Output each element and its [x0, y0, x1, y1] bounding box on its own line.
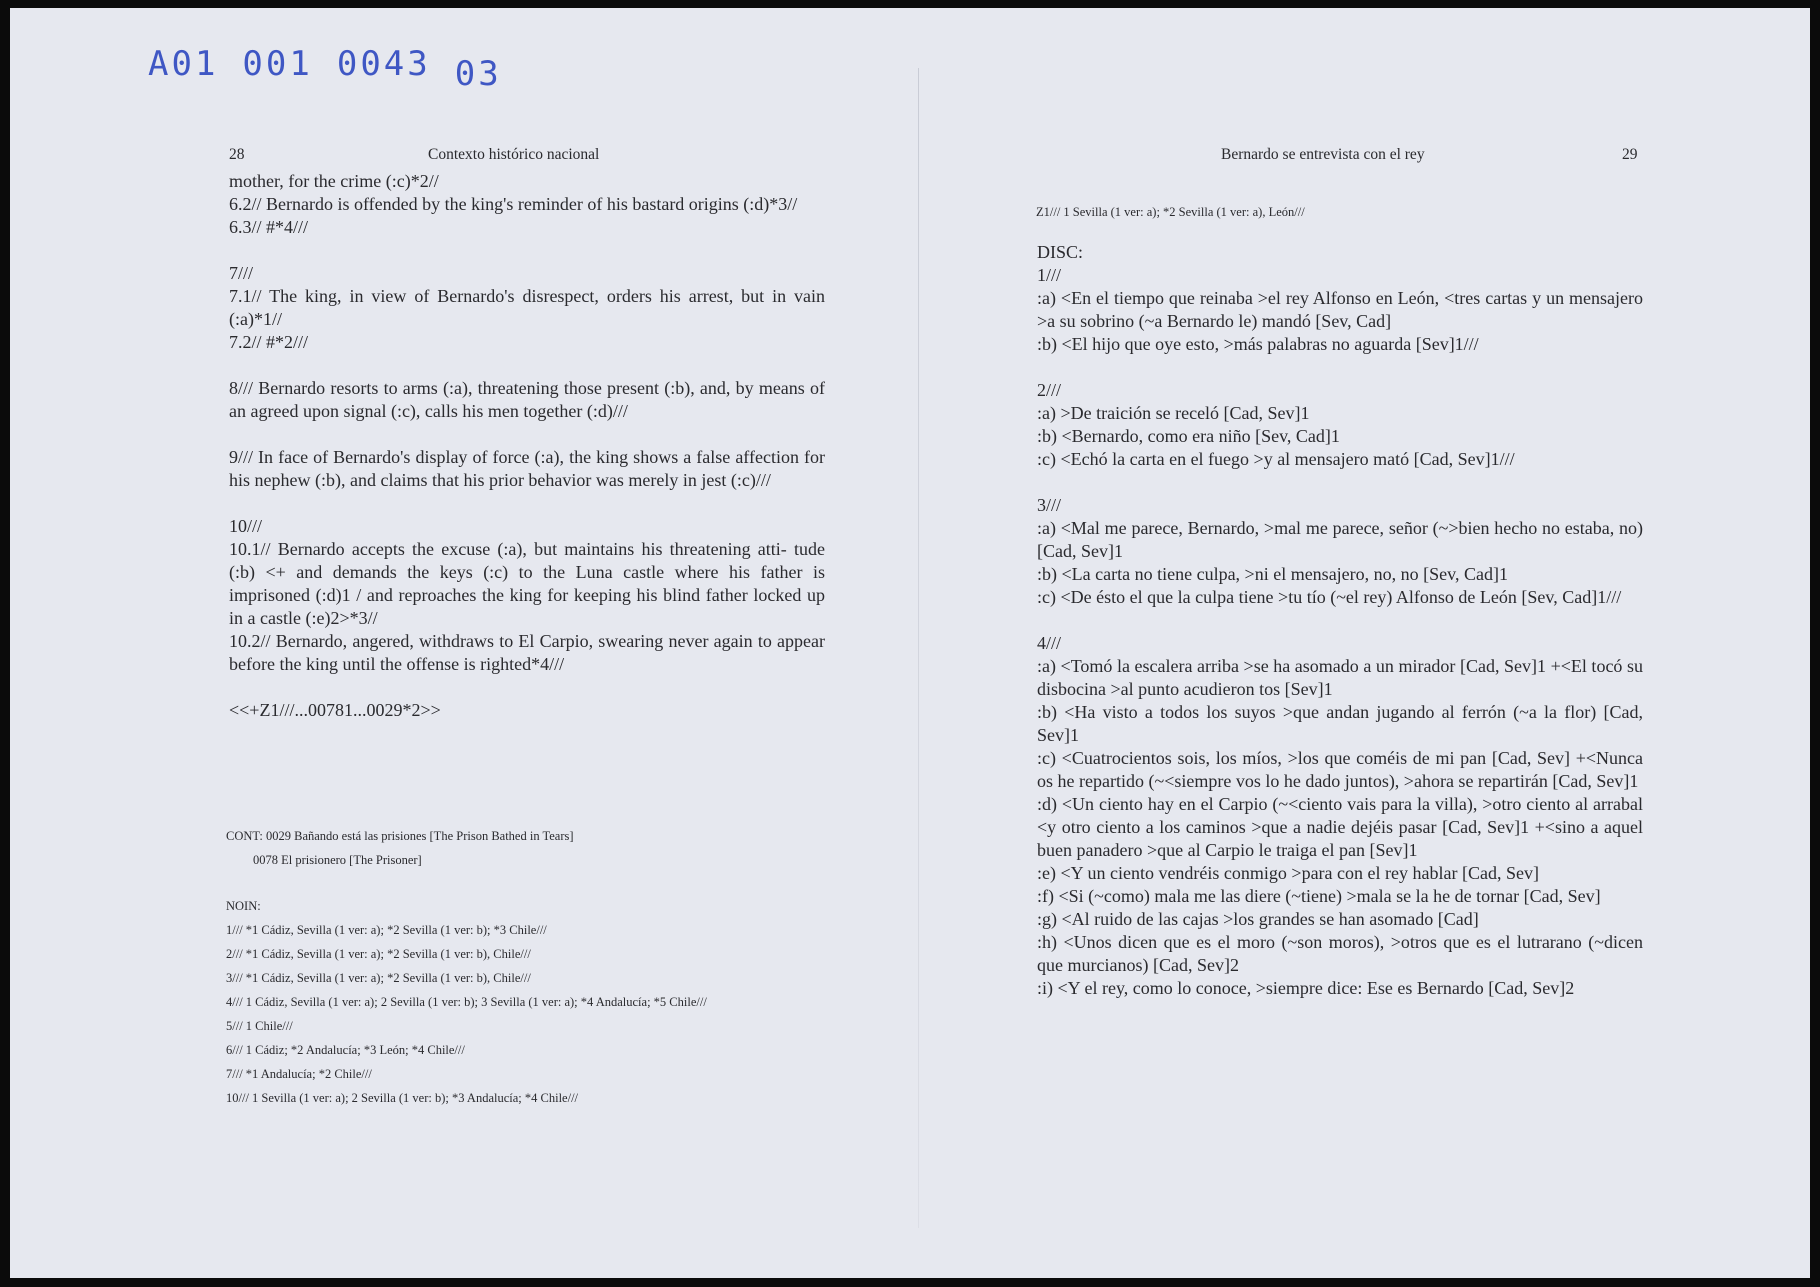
stamp-segment: A01	[148, 44, 219, 84]
noin-line: 2/// *1 Cádiz, Sevilla (1 ver: a); *2 Sevilla (1 ver: b), Chile///	[226, 947, 531, 961]
body-line: :c) <Cuatrocientos sois, los míos, >los que coméis de mi pan [Cad, Sev] +<Nunca os he repartido (~<siempre vos lo he dado juntos), >ahora se repartirán [Cad, Sev]1	[1037, 748, 1643, 791]
cont-line: 0078 El prisionero [The Prisoner]	[253, 853, 422, 867]
body-line: :e) <Y un ciento vendréis conmigo >para con el rey hablar [Cad, Sev]	[1037, 863, 1539, 883]
body-line: 3///	[1037, 495, 1062, 515]
noin-line: 10/// 1 Sevilla (1 ver: a); 2 Sevilla (1 ver: b); *3 Andalucía; *4 Chile///	[226, 1091, 579, 1105]
archive-stamp	[148, 44, 526, 94]
disc-title: DISC:	[1037, 242, 1084, 262]
body-line: 2///	[1037, 380, 1062, 400]
page-number: 28	[229, 146, 245, 163]
body-line: :g) <Al ruido de las cajas >los grandes se han asomado [Cad]	[1037, 909, 1479, 929]
z1-line: Z1/// 1 Sevilla (1 ver: a); *2 Sevilla (1 ver: a), León///	[1036, 205, 1305, 219]
body-line: 9/// In face of Bernardo's display of force (:a), the king shows a false affection for his nephew (:b), and claims that his prior behavior was merely in jest (:c)///	[229, 447, 825, 490]
noin-line: 3/// *1 Cádiz, Sevilla (1 ver: a); *2 Sevilla (1 ver: b), Chile///	[226, 971, 531, 985]
body-line: :b) <El hijo que oye esto, >más palabras no aguarda [Sev]1///	[1037, 334, 1479, 354]
body-line: :a) <Mal me parece, Bernardo, >mal me parece, señor (~>bien hecho no estaba, no) [Cad, Sev]1	[1037, 518, 1643, 561]
noin-title: NOIN:	[226, 899, 261, 913]
running-head: Contexto histórico nacional	[428, 146, 600, 163]
body-line: :f) <Si (~como) mala me las diere (~tiene) >mala se la he de tornar [Cad, Sev]	[1037, 886, 1601, 906]
body-line: :d) <Un ciento hay en el Carpio (~<ciento vais para la villa), >otro ciento al arrabal <y otro ciento a los caminos >que a nadie dejéis pasar [Cad, Sev]1 +<sino a aquel buen panadero >que al Carpio le traiga el pan [Sev]1	[1037, 794, 1643, 860]
body-line: :b) <Bernardo, como era niño [Sev, Cad]1	[1037, 426, 1340, 446]
cont-section	[226, 824, 574, 872]
body-line: 4///	[1037, 633, 1062, 653]
stamp-segment: 001	[242, 44, 313, 84]
body-line: 10///	[229, 516, 263, 536]
body-line: :b) <La carta no tiene culpa, >ni el mensajero, no, no [Sev, Cad]1	[1037, 564, 1508, 584]
noin-line: 5/// 1 Chile///	[226, 1019, 293, 1033]
running-head: Bernardo se entrevista con el rey	[1221, 146, 1425, 163]
cont-line: CONT: 0029 Bañando está las prisiones [The Prison Bathed in Tears]	[226, 829, 574, 843]
body-line: :i) <Y el rey, como lo conoce, >siempre dice: Ese es Bernardo [Cad, Sev]2	[1037, 978, 1575, 998]
noin-line: 4/// 1 Cádiz, Sevilla (1 ver: a); 2 Sevilla (1 ver: b); 3 Sevilla (1 ver: a); *4 Andalucía; *5 Chile///	[226, 995, 707, 1009]
page-fold	[918, 68, 919, 1228]
noin-line: 6/// 1 Cádiz; *2 Andalucía; *3 León; *4 Chile///	[226, 1043, 465, 1057]
body-line: 7.1// The king, in view of Bernardo's disrespect, orders his arrest, but in vain (:a)*1//	[229, 286, 825, 329]
right-body	[1037, 241, 1643, 1000]
body-line: :a) <Tomó la escalera arriba >se ha asomado a un mirador [Cad, Sev]1 +<El tocó su disbocina >al punto acudieron tos [Sev]1	[1037, 656, 1643, 699]
body-line: :b) <Ha visto a todos los suyos >que andan jugando al ferrón (~a la flor) [Cad, Sev]1	[1037, 702, 1643, 745]
page-number: 29	[1622, 146, 1638, 163]
z1-note	[1036, 200, 1305, 224]
body-line: 10.1// Bernardo accepts the excuse (:a), but maintains his threatening atti- tude (:b) <+ and demands the keys (:c) to the Luna castle where his father is imprisoned (:d)1 / and reproaches the king for keeping his blind father locked up in a castle (:e)2>*3//	[229, 539, 825, 628]
body-line: 6.3// #*4///	[229, 217, 309, 237]
noin-line: 7/// *1 Andalucía; *2 Chile///	[226, 1067, 372, 1081]
body-line: 8/// Bernardo resorts to arms (:a), threatening those present (:b), and, by means of an agreed upon signal (:c), calls his men together (:d)///	[229, 378, 825, 421]
body-line: mother, for the crime (:c)*2//	[229, 171, 439, 191]
body-line: :h) <Unos dicen que es el moro (~son moros), >otros que es el lutrarano (~dicen que murcianos) [Cad, Sev]2	[1037, 932, 1643, 975]
body-line: :c) <De ésto el que la culpa tiene >tu tío (~el rey) Alfonso de León [Sev, Cad]1///	[1037, 587, 1622, 607]
body-line: 6.2// Bernardo is offended by the king's reminder of his bastard origins (:d)*3//	[229, 194, 798, 214]
body-line: <<+Z1///...00781...0029*2>>	[229, 700, 441, 720]
stamp-segment: 0043	[336, 44, 431, 84]
noin-line: 1/// *1 Cádiz, Sevilla (1 ver: a); *2 Sevilla (1 ver: b); *3 Chile///	[226, 923, 547, 937]
body-line: :c) <Echó la carta en el fuego >y al mensajero mató [Cad, Sev]1///	[1037, 449, 1515, 469]
book-spread	[10, 8, 1810, 1278]
stamp-segment: 03	[454, 54, 502, 94]
body-line: 7///	[229, 263, 254, 283]
body-line: :a) <En el tiempo que reinaba >el rey Alfonso en León, <tres cartas y un mensajero >a su sobrino (~a Bernardo le) mandó [Sev, Cad]	[1037, 288, 1643, 331]
noin-section	[226, 894, 826, 1110]
left-body	[229, 170, 825, 722]
body-line: 7.2// #*2///	[229, 332, 309, 352]
body-line: 1///	[1037, 265, 1062, 285]
body-line: 10.2// Bernardo, angered, withdraws to El Carpio, swearing never again to appear before the king until the offense is righted*4///	[229, 631, 825, 674]
body-line: :a) >De traición se receló [Cad, Sev]1	[1037, 403, 1310, 423]
